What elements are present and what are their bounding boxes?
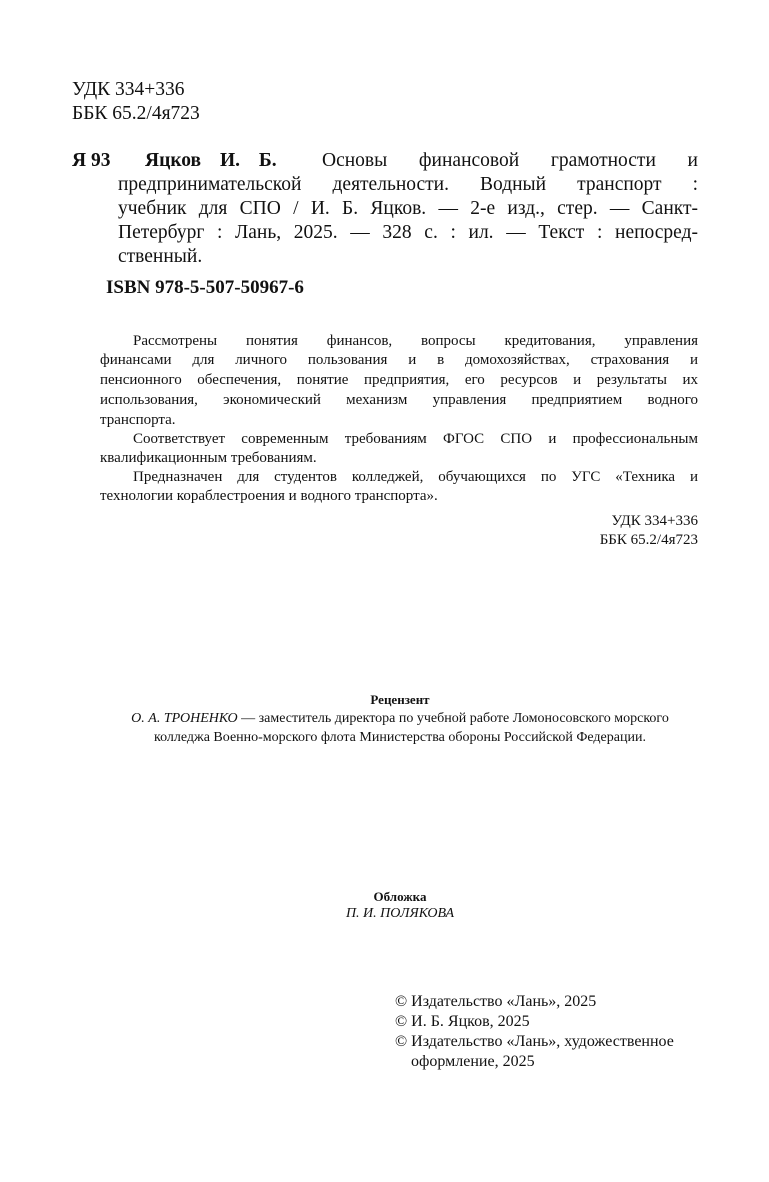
cover-designer: П. И. ПОЛЯКОВА [345,906,455,921]
isbn: ISBN 978-5-507-50967-6 [106,277,304,298]
reviewer-name: О. А. ТРОНЕНКО [131,711,238,726]
author-mark: Я 93 [72,150,111,171]
copyright-line: © Издательство «Лань», художественное [395,1033,674,1050]
abstract-line: использования, экономический механизм управления предприятием водного [100,392,698,408]
reviewer-line: О. А. ТРОНЕНКО — заместитель директора по учебной работе Ломоносовского морского [131,711,669,726]
abstract-line: Предназначен для студентов колледжей, обучающихся по УГС «Техника и [133,469,698,485]
copyright-line: © И. Б. Яцков, 2025 [395,1013,530,1030]
abstract-line: Соответствует современным требованиям ФГОС СПО и профессиональным [133,431,698,447]
abstract-line: транспорта. [100,412,176,428]
bbk-code: ББК 65.2/4я723 [72,103,200,124]
udk-code: УДК 334+336 [72,79,185,100]
abstract-line: Рассмотрены понятия финансов, вопросы кредитования, управления [133,333,698,349]
copyright-line: оформление, 2025 [411,1053,535,1070]
author-name: Яцков И. Б. [145,150,277,171]
citation-line: учебник для СПО / И. Б. Яцков. — 2-е изд., стер. — Санкт- [118,198,698,219]
reviewer-heading: Рецензент [370,692,430,707]
cover-heading: Обложка [373,889,427,904]
citation-line: Основы финансовой грамотности и [322,150,698,171]
reviewer-line-2: колледжа Военно-морского флота Министерства обороны Российской Федерации. [154,730,646,745]
citation-line: ственный. [118,246,203,267]
abstract-line: технологии кораблестроения и водного транспорта». [100,488,438,504]
abstract-udk: УДК 334+336 [611,513,698,529]
abstract-line: квалификационным требованиям. [100,450,317,466]
abstract-bbk: ББК 65.2/4я723 [599,532,698,548]
abstract-line: финансами для личного пользования и в домохозяйствах, страхования и [100,352,698,368]
citation-line: предпринимательской деятельности. Водный транспорт : [118,174,698,195]
copyright-line: © Издательство «Лань», 2025 [395,993,597,1010]
abstract-line: пенсионного обеспечения, понятие предприятия, его ресурсов и результаты их [100,372,698,388]
citation-line: Петербург : Лань, 2025. — 328 с. : ил. — Текст : непосред- [118,222,698,243]
